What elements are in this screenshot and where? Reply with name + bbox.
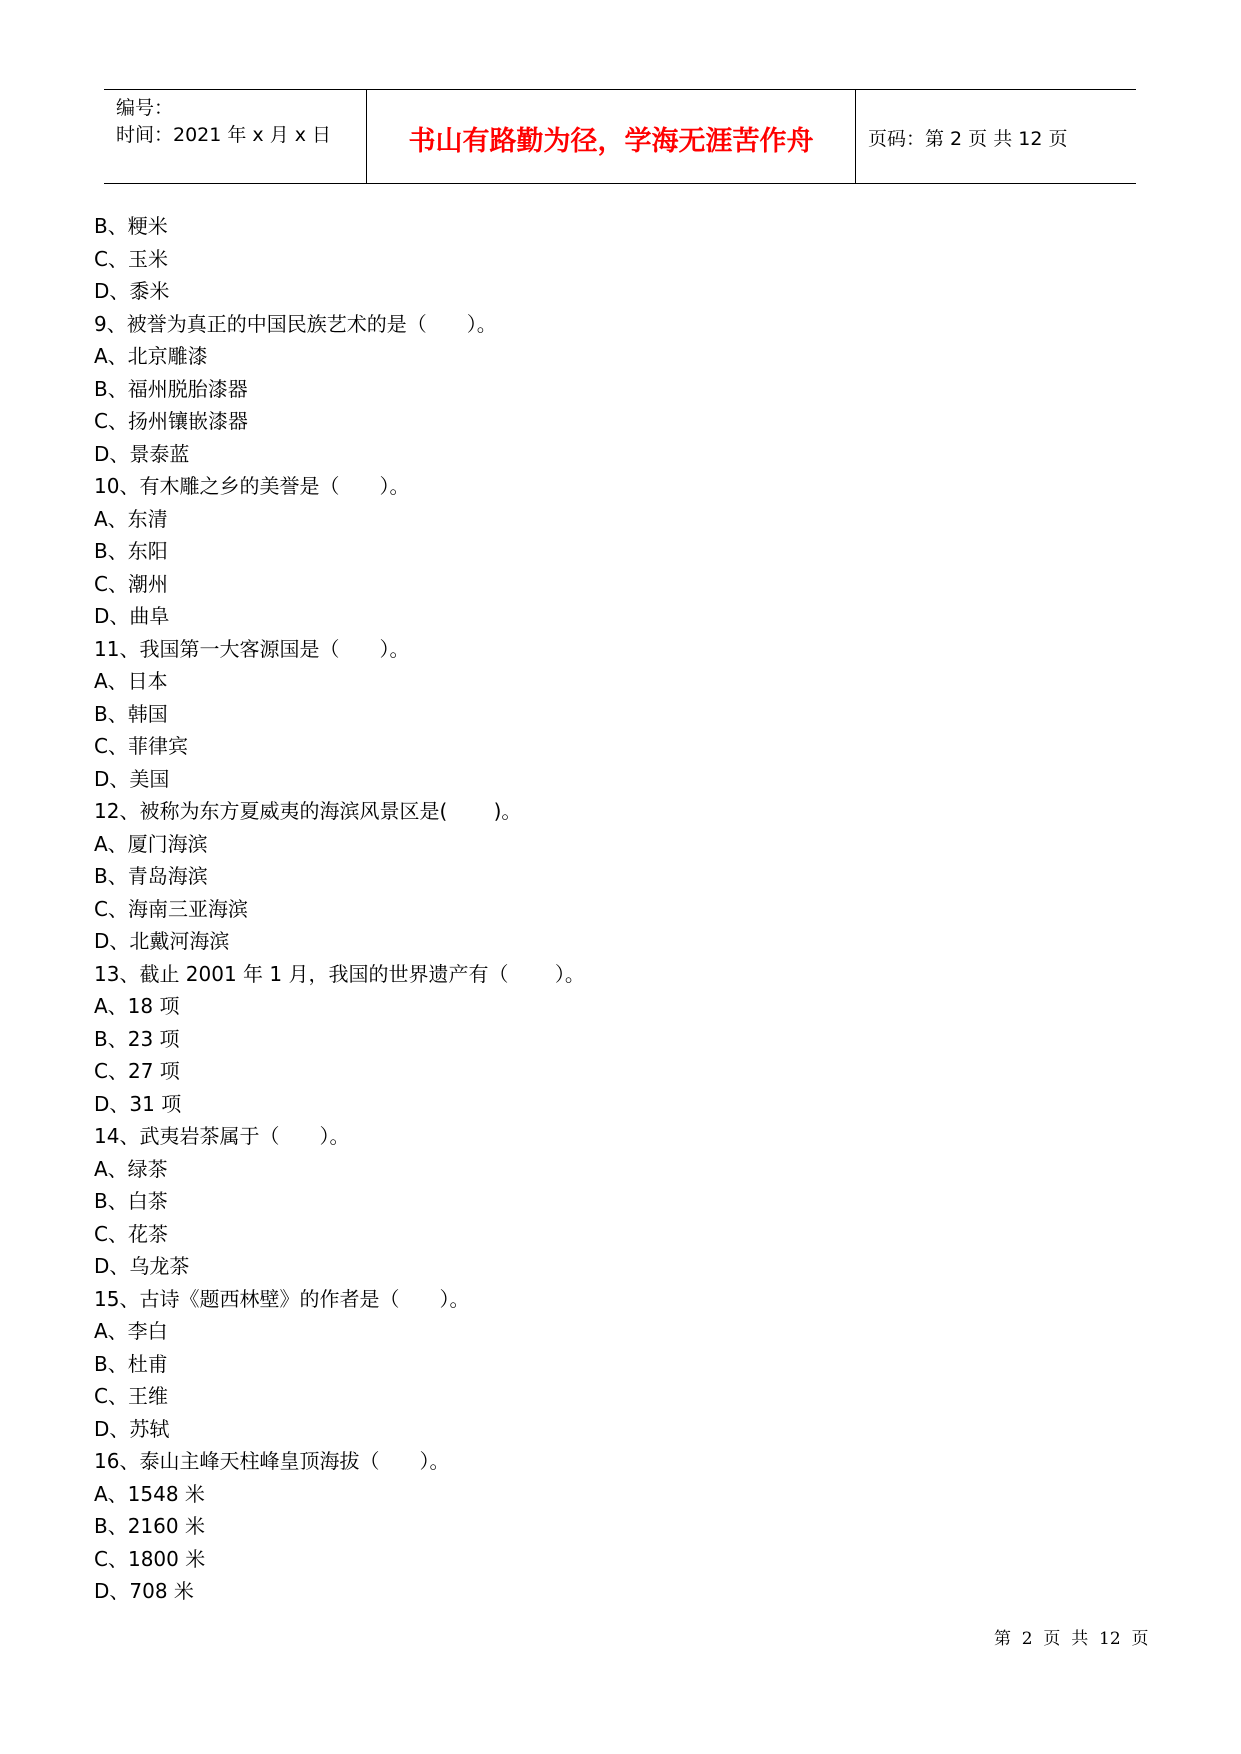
document-number-label: 编号： <box>116 97 174 119</box>
answer-option: B、青岛海滨 <box>94 864 208 888</box>
document-time-label: 时间：2021 年 x 月 x 日 <box>116 124 332 146</box>
answer-option: C、王维 <box>94 1384 168 1408</box>
answer-option: D、31 项 <box>94 1091 182 1116</box>
answer-option: A、绿茶 <box>94 1156 168 1181</box>
answer-option: B、韩国 <box>94 701 168 726</box>
question-stem: 13、截止 2001 年 1 月，我国的世界遗产有（ ）。 <box>94 961 585 986</box>
question-list <box>94 210 1134 1608</box>
answer-option: C、玉米 <box>94 246 168 271</box>
answer-option: C、27 项 <box>94 1059 180 1083</box>
answer-option: A、1548 米 <box>94 1481 205 1506</box>
answer-option: A、东清 <box>94 506 168 531</box>
answer-option: C、菲律宾 <box>94 734 188 758</box>
answer-option: D、黍米 <box>94 279 170 303</box>
question-stem: 14、武夷岩茶属于（ ）。 <box>94 1124 350 1148</box>
answer-option: B、杜甫 <box>94 1351 168 1376</box>
question-stem: 12、被称为东方夏威夷的海滨风景区是( )。 <box>94 799 522 823</box>
answer-option: B、东阳 <box>94 539 168 563</box>
answer-option: B、粳米 <box>94 214 168 238</box>
answer-option: A、18 项 <box>94 994 180 1018</box>
question-stem: 9、被誉为真正的中国民族艺术的是（ ）。 <box>94 311 497 336</box>
answer-option: D、北戴河海滨 <box>94 929 230 953</box>
question-stem: 10、有木雕之乡的美誉是（ ）。 <box>94 474 410 498</box>
answer-option: B、福州脱胎漆器 <box>94 376 248 401</box>
answer-option: C、扬州镶嵌漆器 <box>94 409 248 433</box>
answer-option: C、花茶 <box>94 1221 168 1246</box>
header-meta-cell <box>104 90 367 183</box>
answer-option: A、日本 <box>94 669 168 693</box>
page-footer: 第 2 页 共 12 页 <box>994 1629 1149 1649</box>
answer-option: B、23 项 <box>94 1026 180 1051</box>
header-motto: 书山有路勤为径，学海无涯苦作舟 <box>408 126 814 157</box>
answer-option: B、白茶 <box>94 1189 168 1213</box>
answer-option: D、乌龙茶 <box>94 1254 190 1278</box>
header-page-cell <box>856 90 1136 183</box>
answer-option: A、北京雕漆 <box>94 344 208 368</box>
answer-option: C、1800 米 <box>94 1546 206 1571</box>
answer-option: B、2160 米 <box>94 1514 205 1538</box>
answer-option: C、潮州 <box>94 571 168 596</box>
page-header <box>104 89 1136 184</box>
question-stem: 15、古诗《题西林壁》的作者是（ ）。 <box>94 1286 470 1311</box>
answer-option: D、曲阜 <box>94 604 170 628</box>
question-stem: 16、泰山主峰天柱峰皇顶海拔（ ）。 <box>94 1449 450 1473</box>
answer-option: D、708 米 <box>94 1579 194 1603</box>
answer-option: A、李白 <box>94 1319 168 1343</box>
answer-option: D、美国 <box>94 766 170 791</box>
question-stem: 11、我国第一大客源国是（ ）。 <box>94 636 410 661</box>
answer-option: A、厦门海滨 <box>94 831 208 856</box>
answer-option: D、景泰蓝 <box>94 441 190 466</box>
header-page-info: 页码：第 2 页 共 12 页 <box>868 128 1068 150</box>
answer-option: D、苏轼 <box>94 1416 170 1441</box>
header-motto-cell <box>367 90 856 183</box>
answer-option: C、海南三亚海滨 <box>94 896 248 921</box>
